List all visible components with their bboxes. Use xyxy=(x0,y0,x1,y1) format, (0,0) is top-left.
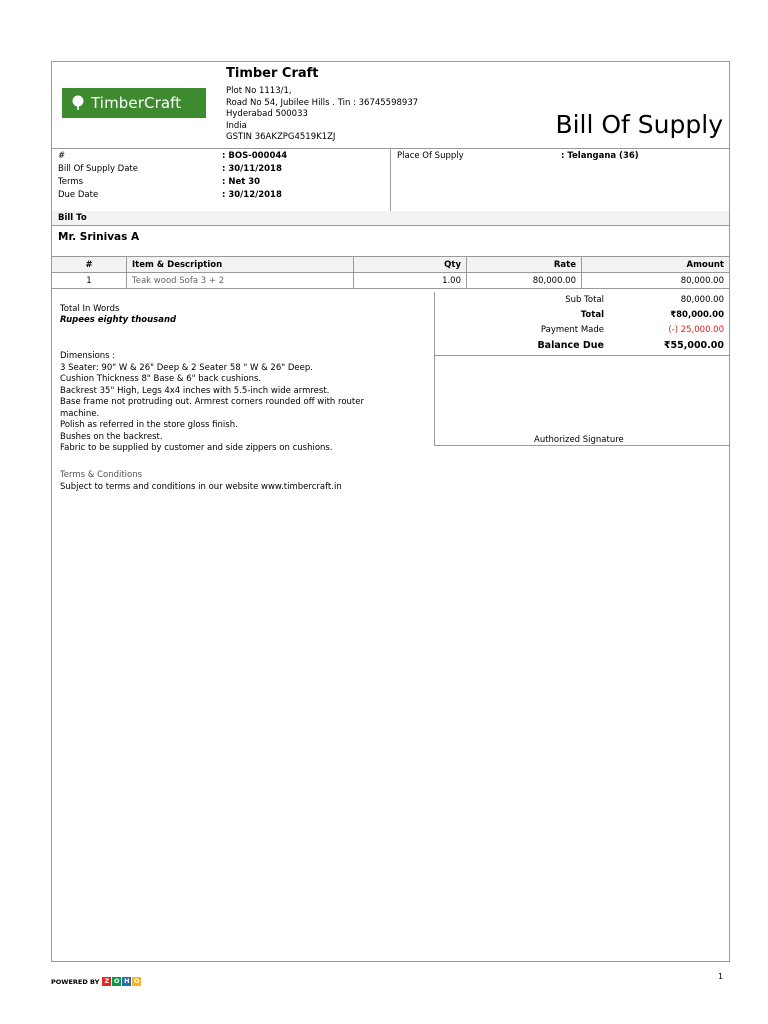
note-line: 3 Seater: 90" W & 26" Deep & 2 Seater 58 " W & 26" Deep. xyxy=(60,362,313,373)
place-of-supply-value: : Telangana (36) xyxy=(561,151,639,161)
address-line: Plot No 1113/1, xyxy=(226,86,292,96)
zoho-logo xyxy=(102,977,142,986)
powered-by xyxy=(51,977,142,986)
zoho-letter: H xyxy=(124,977,130,985)
note-line: Base frame not protruding out. Armrest corners rounded off with router xyxy=(60,397,364,407)
address-line: Road No 54, Jubilee Hills . Tin : 36745598937 xyxy=(226,97,419,108)
subtotal-row xyxy=(434,295,730,307)
table-row xyxy=(52,273,729,289)
info-due-value: : 30/12/2018 xyxy=(222,190,282,200)
item-rate: 80,000.00 xyxy=(467,273,582,289)
note-line: Polish as referred in the store gloss finish. xyxy=(60,420,238,430)
info-number-label: # xyxy=(58,151,66,161)
dimensions-notes xyxy=(60,351,364,455)
col-header-description: Item & Description xyxy=(127,257,354,273)
info-number-value: : BOS-000044 xyxy=(222,151,288,161)
balance-due-value: ₹55,000.00 xyxy=(663,340,724,351)
info-date-value: : 30/11/2018 xyxy=(222,164,282,174)
logo-text: TimberCraft xyxy=(91,94,182,112)
column-divider xyxy=(390,148,391,211)
total-label: Total xyxy=(580,310,604,320)
place-of-supply-label: Place Of Supply xyxy=(397,151,464,161)
note-line: Fabric to be supplied by customer and side zippers on cushions. xyxy=(60,443,333,453)
info-date-label: Bill Of Supply Date xyxy=(58,164,138,174)
items-table xyxy=(52,256,729,289)
note-line: Cushion Thickness 8" Base & 6" back cushions. xyxy=(60,374,262,384)
note-line: Backrest 35" High, Legs 4x4 inches with 5.5-inch wide armrest. xyxy=(60,385,330,396)
address-line: India xyxy=(226,120,247,131)
items-header-row xyxy=(52,257,729,273)
payment-made-label: Payment Made xyxy=(540,325,604,335)
totals-divider xyxy=(434,355,730,356)
tree-icon xyxy=(70,95,86,111)
note-line: Dimensions : xyxy=(60,351,116,361)
item-num: 1 xyxy=(52,273,127,289)
total-in-words-label: Total In Words xyxy=(60,304,120,314)
note-line: machine. xyxy=(60,408,100,419)
info-terms-value: : Net 30 xyxy=(222,177,261,187)
zoho-letter: O xyxy=(114,977,120,985)
org-details xyxy=(226,66,418,144)
payment-made-value: (-) 25,000.00 xyxy=(668,325,724,335)
col-header-num: # xyxy=(52,257,127,273)
signature-box-bottom xyxy=(434,445,730,446)
bill-to-heading: Bill To xyxy=(58,213,87,223)
page-number: 1 xyxy=(718,972,724,981)
bill-to-header xyxy=(52,211,729,225)
col-header-qty: Qty xyxy=(354,257,467,273)
address-line: GSTIN 36AKZPG4519K1ZJ xyxy=(226,132,336,142)
subtotal-label: Sub Total xyxy=(565,295,604,305)
item-description: Teak wood Sofa 3 + 2 xyxy=(127,273,354,289)
powered-by-label: POWERED BY xyxy=(51,977,100,986)
balance-due-label: Balance Due xyxy=(537,340,604,351)
payment-made-row xyxy=(434,325,730,337)
customer-name: Mr. Srinivas A xyxy=(58,231,140,243)
zoho-letter: Z xyxy=(102,977,111,986)
info-terms-label: Terms xyxy=(58,177,84,187)
col-header-rate: Rate xyxy=(467,257,582,273)
note-line: Bushes on the backrest. xyxy=(60,431,163,442)
item-amount: 80,000.00 xyxy=(582,273,730,289)
total-value: ₹80,000.00 xyxy=(670,310,724,320)
bill-of-supply-sheet xyxy=(51,61,730,962)
terms-label: Terms & Conditions xyxy=(60,470,143,480)
zoho-letter: O xyxy=(134,977,140,985)
document-title: Bill Of Supply xyxy=(555,110,723,139)
subtotal-value: 80,000.00 xyxy=(680,295,724,305)
org-name: Timber Craft xyxy=(226,66,319,81)
company-logo xyxy=(62,88,206,118)
divider xyxy=(52,225,729,226)
total-row xyxy=(434,310,730,322)
item-qty: 1.00 xyxy=(354,273,467,289)
info-due-label: Due Date xyxy=(58,190,99,200)
col-header-amount: Amount xyxy=(582,257,730,273)
address-line: Hyderabad 500033 xyxy=(226,109,308,119)
terms-text: Subject to terms and conditions in our website www.timbercraft.in xyxy=(60,482,342,492)
authorized-signature-label: Authorized Signature xyxy=(534,435,624,445)
balance-due-row xyxy=(434,340,730,353)
total-in-words-value: Rupees eighty thousand xyxy=(60,315,177,325)
